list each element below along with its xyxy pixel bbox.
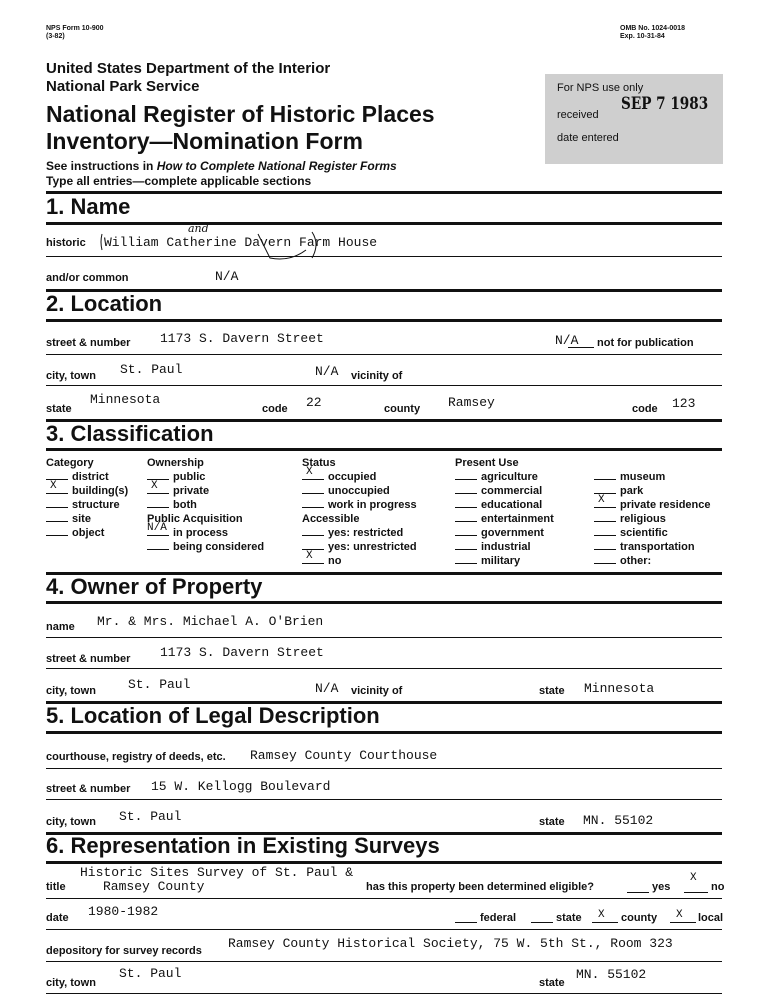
expiration-date: Exp. 10-31-84 xyxy=(620,33,665,40)
service-name: National Park Service xyxy=(46,78,200,95)
state-code-value: 22 xyxy=(306,395,322,410)
present-use-column-2 xyxy=(594,470,711,568)
section-divider xyxy=(46,191,722,194)
legal-state-label: state xyxy=(539,816,565,828)
field-line xyxy=(46,993,722,994)
owner-vicinity-label: vicinity of xyxy=(351,685,403,697)
legal-city-value: St. Paul xyxy=(119,809,182,824)
checkbox-structure[interactable]: structure xyxy=(46,498,128,512)
owner-name-label: name xyxy=(46,621,75,633)
ownership-column xyxy=(147,456,264,554)
field-line xyxy=(46,799,722,800)
courthouse-value: Ramsey County Courthouse xyxy=(250,748,438,763)
field-line xyxy=(46,637,722,638)
category-heading: Category xyxy=(46,457,94,469)
field-line xyxy=(46,668,722,669)
common-name-value: N/A xyxy=(215,269,239,284)
checkbox-work-in-progress[interactable]: work in progress xyxy=(302,498,417,512)
field-line xyxy=(46,385,722,386)
form-number: NPS Form 10-900 xyxy=(46,25,104,32)
status-column xyxy=(302,456,417,568)
blank-line xyxy=(592,922,618,923)
eligible-no-label[interactable]: no xyxy=(711,881,725,893)
section-divider xyxy=(46,448,722,451)
checkbox-district[interactable]: district xyxy=(46,470,128,484)
county-code-label: code xyxy=(632,403,658,415)
survey-title-value-line2: Ramsey County xyxy=(103,879,205,894)
state-value: Minnesota xyxy=(90,392,161,407)
eligible-no-mark: X xyxy=(690,872,697,884)
section-2-title: 2. Location xyxy=(46,291,163,316)
owner-street-value: 1173 S. Davern Street xyxy=(160,645,324,660)
county-value: Ramsey xyxy=(448,395,495,410)
owner-state-label: state xyxy=(539,685,565,697)
legal-street-value: 15 W. Kellogg Boulevard xyxy=(151,779,331,794)
blank-line xyxy=(627,892,649,893)
state-label: state xyxy=(46,403,72,415)
courthouse-label: courthouse, registry of deeds, etc. xyxy=(46,751,226,763)
ownership-heading: Ownership xyxy=(147,457,204,469)
for-nps-use-label: For NPS use only xyxy=(557,82,644,94)
legal-city-label: city, town xyxy=(46,816,96,828)
field-line xyxy=(46,961,722,962)
street-value: 1173 S. Davern Street xyxy=(160,331,324,346)
checkbox-commercial[interactable]: commercial xyxy=(455,484,554,498)
checkbox-private-residence[interactable]: X private residence xyxy=(594,498,711,512)
owner-street-label: street & number xyxy=(46,653,131,665)
checkbox-religious[interactable]: religious xyxy=(594,512,711,526)
vicinity-label: vicinity of xyxy=(351,370,403,382)
street-label: street & number xyxy=(46,337,131,349)
checkbox-transportation[interactable]: transportation xyxy=(594,540,711,554)
present-use-heading: Present Use xyxy=(455,457,519,469)
county-mark: X xyxy=(598,909,605,921)
depository-value: Ramsey County Historical Society, 75 W. 5th St., Room 323 xyxy=(228,936,673,951)
checkbox-object[interactable]: object xyxy=(46,526,128,540)
local-level-label[interactable]: local xyxy=(698,912,724,924)
received-date-stamp: SEP 7 1983 xyxy=(621,94,709,114)
blank-line xyxy=(684,892,708,893)
section-divider xyxy=(46,222,722,225)
survey-city-value: St. Paul xyxy=(119,966,182,981)
checkbox-military[interactable]: military xyxy=(455,554,554,568)
blank-line xyxy=(455,922,477,923)
section-1-title: 1. Name xyxy=(46,194,131,219)
checkbox-site[interactable]: site xyxy=(46,512,128,526)
blank-line xyxy=(531,922,553,923)
form-title-line1: National Register of Historic Places xyxy=(46,101,435,127)
instructions-line1: See instructions in How to Complete National Register Forms xyxy=(46,159,397,173)
section-6-title: 6. Representation in Existing Surveys xyxy=(46,833,440,858)
survey-state-label: state xyxy=(539,977,565,989)
section-divider xyxy=(46,731,722,734)
form-title-line2: Inventory—Nomination Form xyxy=(46,128,363,154)
checkbox-yes-unrestricted[interactable]: yes: unrestricted xyxy=(302,540,417,554)
checkbox-no[interactable]: X no xyxy=(302,554,417,568)
section-5-title: 5. Location of Legal Description xyxy=(46,703,380,728)
status-heading: Status xyxy=(302,457,336,469)
checkbox-buildings[interactable]: X building(s) xyxy=(46,484,128,498)
checkbox-educational[interactable]: educational xyxy=(455,498,554,512)
city-label: city, town xyxy=(46,370,96,382)
survey-title-label: title xyxy=(46,881,66,893)
owner-city-value: St. Paul xyxy=(128,677,191,692)
legal-state-value: MN. 55102 xyxy=(583,813,654,828)
city-value: St. Paul xyxy=(120,362,183,377)
county-label: county xyxy=(384,403,421,415)
not-for-publication-value: N/A xyxy=(555,333,579,348)
blank-line xyxy=(568,347,594,348)
federal-label[interactable]: federal xyxy=(480,912,517,924)
checkbox-museum[interactable]: museum xyxy=(594,470,711,484)
field-line xyxy=(46,929,722,930)
checkbox-other[interactable]: other: xyxy=(594,554,711,568)
vicinity-value: N/A xyxy=(315,364,339,379)
handwritten-and: and xyxy=(188,222,209,235)
state-level-label[interactable]: state xyxy=(556,912,582,924)
checkbox-in-process[interactable]: N/A in process xyxy=(147,522,229,539)
checkbox-public[interactable]: public xyxy=(147,470,264,484)
field-line xyxy=(46,768,722,769)
checkbox-park[interactable]: park xyxy=(594,484,711,498)
county-level-label[interactable]: county xyxy=(621,912,658,924)
survey-title-value-line1: Historic Sites Survey of St. Paul & xyxy=(80,865,354,880)
omb-number: OMB No. 1024-0018 xyxy=(620,25,685,32)
instructions-line2: Type all entries—complete applicable sections xyxy=(46,174,312,188)
section-4-title: 4. Owner of Property xyxy=(46,574,263,599)
date-entered-label: date entered xyxy=(557,132,619,144)
state-code-label: code xyxy=(262,403,288,415)
checkbox-occupied[interactable]: X occupied xyxy=(302,470,417,484)
owner-state-value: Minnesota xyxy=(584,681,655,696)
handwritten-circle-marks xyxy=(96,228,326,264)
checkbox-private[interactable]: X private xyxy=(147,484,264,498)
depository-label: depository for survey records xyxy=(46,945,202,957)
blank-line xyxy=(670,922,696,923)
category-column xyxy=(46,456,128,540)
local-mark: X xyxy=(676,909,683,921)
survey-city-label: city, town xyxy=(46,977,96,989)
checkbox-being-considered[interactable]: being considered xyxy=(147,540,264,554)
owner-vicinity-value: N/A xyxy=(315,681,339,696)
present-use-column xyxy=(455,456,554,568)
accessible-heading: Accessible xyxy=(302,513,360,525)
checkbox-unoccupied[interactable]: unoccupied xyxy=(302,484,417,498)
survey-date-label: date xyxy=(46,912,69,924)
field-line xyxy=(46,256,722,257)
checkbox-industrial[interactable]: industrial xyxy=(455,540,554,554)
checkbox-scientific[interactable]: scientific xyxy=(594,526,711,540)
section-divider xyxy=(46,861,722,864)
received-label: received xyxy=(557,109,599,121)
historic-name-label: historic xyxy=(46,237,86,249)
nps-use-only-box xyxy=(545,74,723,164)
checkbox-entertainment[interactable]: entertainment xyxy=(455,512,554,526)
not-for-publication-label: not for publication xyxy=(597,337,694,349)
owner-name-value: Mr. & Mrs. Michael A. O'Brien xyxy=(97,614,324,629)
section-3-title: 3. Classification xyxy=(46,421,214,446)
legal-street-label: street & number xyxy=(46,783,131,795)
form-revision: (3-82) xyxy=(46,33,65,40)
eligible-question: has this property been determined eligible? xyxy=(366,881,594,893)
field-line xyxy=(46,898,722,899)
checkbox-both[interactable]: both xyxy=(147,498,264,512)
section-divider xyxy=(46,319,722,322)
section-divider xyxy=(46,601,722,604)
eligible-yes-label[interactable]: yes xyxy=(652,881,671,893)
historic-name-value: William Catherine Davern Farm House xyxy=(104,235,378,250)
survey-date-value: 1980-1982 xyxy=(88,904,159,919)
checkbox-government[interactable]: government xyxy=(455,526,554,540)
checkbox-yes-restricted[interactable]: yes: restricted xyxy=(302,526,417,540)
field-line xyxy=(46,354,722,355)
checkbox-agriculture[interactable]: agriculture xyxy=(455,470,554,484)
owner-city-label: city, town xyxy=(46,685,96,697)
public-acquisition-heading: Public Acquisition xyxy=(147,513,243,525)
survey-state-value: MN. 55102 xyxy=(576,967,647,982)
county-code-value: 123 xyxy=(672,396,696,411)
common-name-label: and/or common xyxy=(46,272,129,284)
department-name: United States Department of the Interior xyxy=(46,60,331,77)
